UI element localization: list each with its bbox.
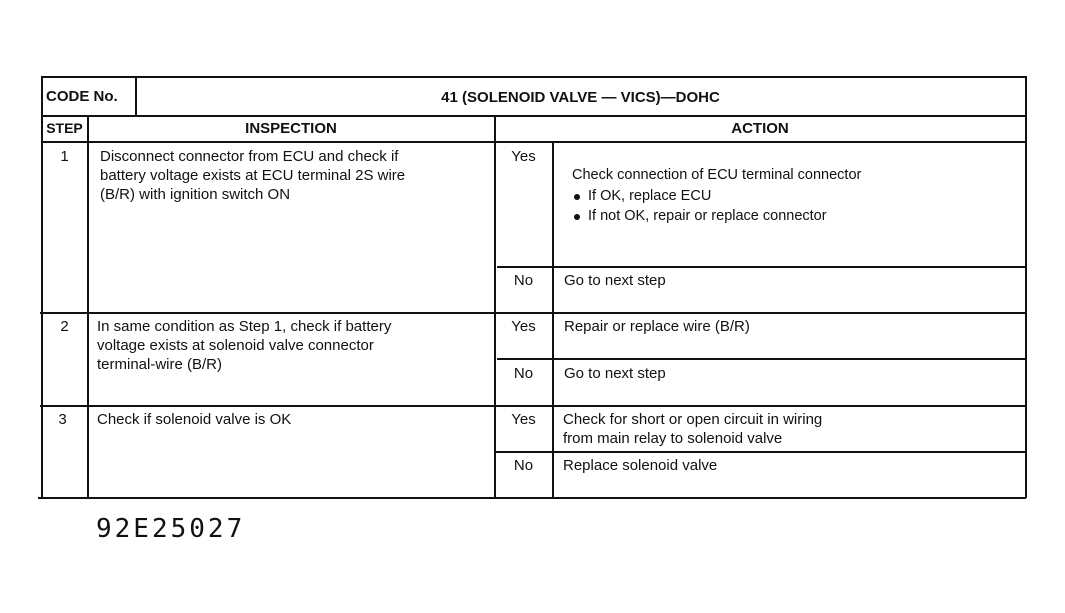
action-text: from main relay to solenoid valve [563, 430, 783, 447]
step-number: 3 [58, 411, 67, 428]
step1-yes-no-rule [497, 266, 1026, 268]
inspection-line: (B/R) with ignition switch ON [100, 186, 291, 203]
action-text: Check for short or open circuit in wiring [563, 411, 823, 428]
bullet-icon [574, 214, 580, 220]
inspection-column-header: INSPECTION [245, 120, 337, 137]
inspection-line: terminal-wire (B/R) [97, 356, 223, 373]
no-label: No [513, 457, 534, 474]
step2-yes-no-rule [497, 358, 1026, 360]
table-right-border [1025, 76, 1027, 498]
step-column-divider [87, 115, 89, 498]
bullet-text: If OK, replace ECU [588, 188, 712, 204]
bullet-text: If not OK, repair or replace connector [588, 207, 827, 224]
step3-yes-no-rule [495, 451, 1026, 453]
action-bullet-item [572, 207, 827, 227]
action-text: Replace solenoid valve [563, 457, 718, 474]
table-left-border [41, 76, 43, 498]
action-text: Check connection of ECU terminal connector [572, 167, 862, 183]
yes-label: Yes [511, 148, 536, 165]
action-text: Go to next step [564, 272, 666, 289]
inspection-line: battery voltage exists at ECU terminal 2S wire [100, 167, 406, 184]
bullet-icon [574, 194, 580, 200]
no-label: No [513, 272, 534, 289]
yes-label: Yes [511, 411, 536, 428]
column-header-rule [42, 141, 1027, 143]
step2-bottom-rule [40, 405, 1026, 407]
yesno-action-divider [552, 141, 554, 498]
yes-label: Yes [511, 318, 536, 335]
action-text: Go to next step [564, 365, 666, 382]
step-number: 2 [60, 318, 69, 335]
table-bottom-border [38, 497, 1026, 499]
step-column-header: STEP [46, 120, 83, 136]
action-column-header: ACTION [731, 120, 789, 137]
step1-bottom-rule [40, 312, 1026, 314]
action-bullet-list [572, 187, 827, 226]
inspection-line: In same condition as Step 1, check if battery [97, 318, 392, 335]
code-number-label: CODE No. [46, 88, 118, 105]
no-label: No [513, 365, 534, 382]
figure-id: 92E25027 [96, 514, 246, 544]
header-bottom-rule [42, 115, 1027, 117]
action-bullet-item [572, 187, 827, 207]
inspection-action-divider [494, 115, 496, 498]
inspection-line: Disconnect connector from ECU and check if [100, 148, 399, 165]
action-text: Repair or replace wire (B/R) [564, 318, 750, 335]
inspection-line: voltage exists at solenoid valve connector [97, 337, 374, 354]
inspection-line: Check if solenoid valve is OK [97, 411, 292, 428]
table-top-border [42, 76, 1027, 78]
code-title: 41 (SOLENOID VALVE — VICS)—DOHC [441, 89, 720, 106]
step-number: 1 [60, 148, 69, 165]
